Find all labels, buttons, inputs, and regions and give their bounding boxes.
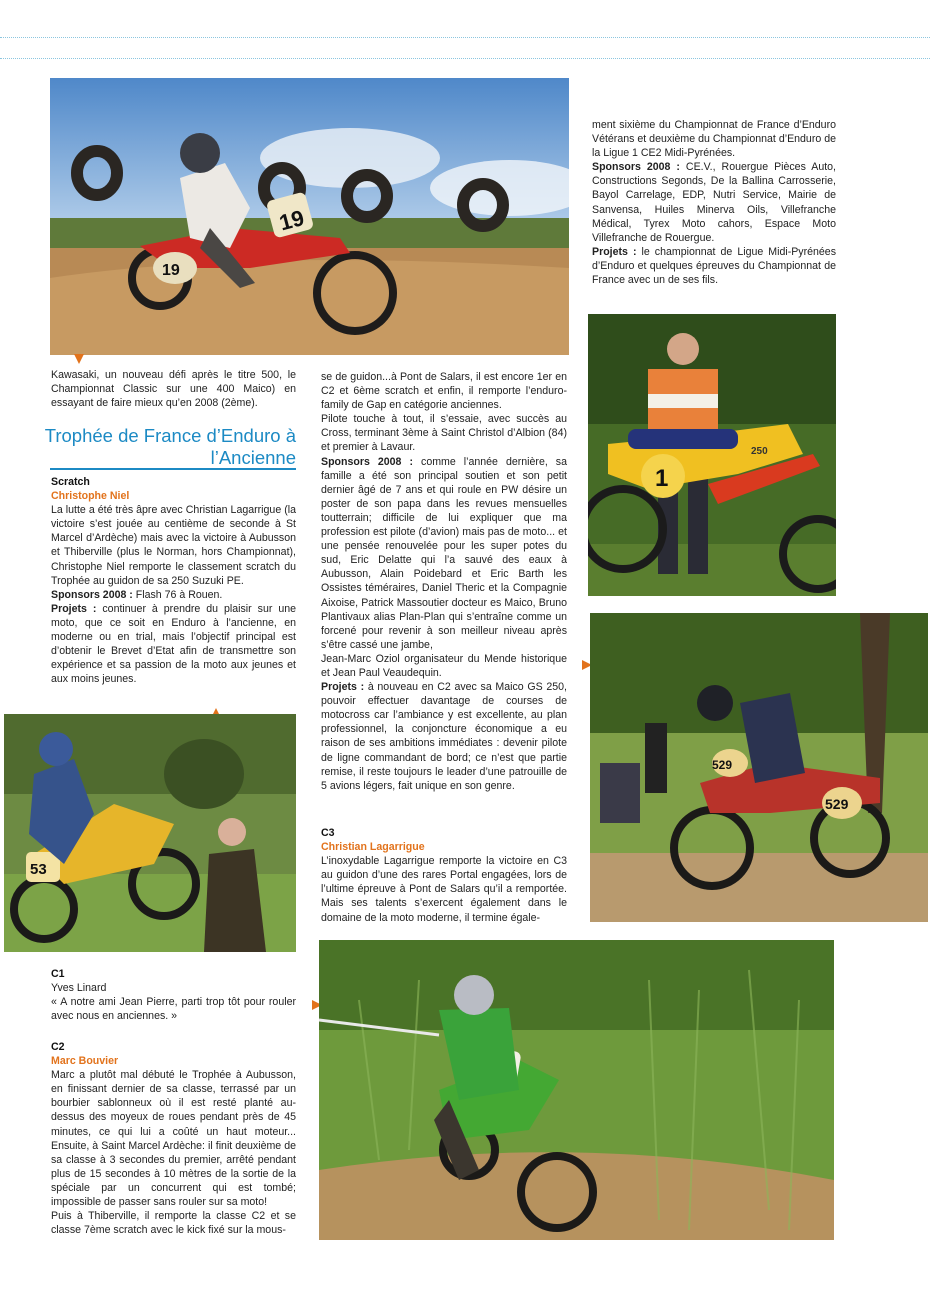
dotted-rule-top	[0, 37, 930, 38]
photo-rider-19-tyres	[50, 78, 569, 355]
c1-rider: Yves Linard	[51, 982, 107, 995]
svg-text:529: 529	[712, 758, 733, 772]
c3-body: L’inoxydable Lagarrigue remporte la victoire en C3 au guidon d’une des rares Portal engagées, lors de l’ultime épreuve à Pont de Salars qu’il a remportée. Mais ses talents s’exercent également dans le domaine de la moto moderne, il termine égale-	[321, 855, 567, 924]
svg-text:53: 53	[30, 861, 47, 878]
c1-quote: « A notre ami Jean Pierre, parti trop tôt pour rouler avec nous en anciennes. »	[51, 996, 296, 1023]
svg-text:19: 19	[162, 262, 180, 279]
c3-rider: Christian Lagarrigue	[321, 841, 425, 854]
dotted-rule-second	[0, 58, 930, 59]
col1-intro: Kawasaki, un nouveau défi après le titre 500, le Championnat Classic sur une 400 Maico) en essayant de faire mieux qu’en 2008 (2ème).	[51, 369, 296, 410]
photo-rider-53-jump	[4, 714, 296, 952]
scratch-rider: Christophe Niel	[51, 490, 130, 503]
c1-block	[51, 967, 296, 1023]
photo-rider-portrait-bike-1	[588, 314, 836, 596]
col3-block: ment sixième du Championnat de France d’Enduro Vétérans et deuxième du Championnat d’Enduro de la Ligue 1 CE2 Midi-Pyrénées. Sponsors 2008 : CE.V., Rouergue Pièces Auto, Constructions Segonds, De la Ballina Carrosserie, Bayol Carrelage, EDP, Nutri Service, Mairie de Sanvensa, Huiles Minerva Oils, Villefranche Médical, Tyrex Moto cahors, Espace Moto Villefranche de Rouergue. Projets : le championnat de Ligue Midi-Pyrénées d’Enduro et quelques épreuves du Championnat de France avec un de ses fils.	[592, 119, 837, 287]
col2-block: se de guidon...à Pont de Salars, il est encore 1er en C2 et 6ème scratch et enfin, il remporte l’enduro-family de Gap en catégorie anciennes. Pilote touche à tout, il s’essaie, avec succès au Cross, terminant 3ème à Saint Christol d’Albion (84) et premier à Lavaur. Sponsors 2008 : comme l’année dernière, sa famille a été son principal soutien et son petit dernier âgé de 7 ans et qui roule en PW désire un poster de son papa dans les revues mensuelles toutterrain; difficile de lui expliquer que ma profession est pilote (d’avion) mais pas de moto... et une pensée renouvelée pour les super potes du sud, Eric Delatte qui l’a sauvé des eaux à Aubusson, Alain Poidebard et Eric Barth les Ossistes téméraires, Daniel Theric et la Compagnie Aixoise, Patrick Massoutier docteur es Maico, Bruno Plantivaux alias Plan-Plan qui s’entraîne comme un forcené pour revenir à son meilleur niveau après s’être cassé une jambe, Jean-Marc Oziol organisateur du Mende historique et Jean Paul Veaudequin. Projets : à nouveau en C2 avec sa Maico GS 250, pouvoir effectuer davantage de courses de motocross car l’ambiance y est excellente, au plan professionnel, la conjoncture économique a eu raison de ses ambitions immédiates : devenir pilote de ligne commandant de bord; ce n’est que partie remise, il reste toujours le leader d’une patrouille de 5 avions légers, fait unique en son genre.	[321, 371, 567, 792]
c2-block	[51, 1040, 296, 1237]
svg-text:19: 19	[276, 205, 307, 236]
orange-marker-top-photo	[74, 354, 84, 364]
svg-text:529: 529	[825, 796, 849, 812]
scratch-heading: Scratch	[51, 476, 90, 488]
section-title: Trophée de France d’Enduro à l’Ancienne	[44, 425, 296, 468]
c2-body: Marc a plutôt mal débuté le Trophée à Aubusson, en finissant dernier de sa classe, terrassé par un bourbier sablonneux où il est resté planté au-dessus des moyeux de roues pendant près de 45 minutes, ce qui lui a coûté un haut moteur... Ensuite, à Saint Marcel Ardèche: il finit deuxième de sa classe à 3 secondes du premier, arrêté pendant plus de 15 secondes à 10 mètres de la sortie de la spéciale par un concurrent qui est tombé; impossible de passer sans rouler sur sa moto!	[51, 1069, 296, 1209]
scratch-block: Scratch Christophe Niel La lutte a été très âpre avec Christian Lagarrigue (la victoire s’est jouée au centième de seconde à St Marcel d’Ardèche) mais avec la victoire à Aubusson et Thiberville (plus le Norman, hors Championnat), Christophe Niel remporte le classement scratch du Trophée au guidon de sa 250 Suzuki PE. Sponsors 2008 : Flash 76 à Rouen. Projets : continuer à prendre du plaisir sur une moto, que ce soit en Enduro à l’ancienne, en moderne ou en trial, mais l’objectif principal est d’obtenir le Brevet d’Etat afin de transmettre son expérience et sa passion de la moto aux jeunes et aux moins jeunes.	[51, 476, 297, 686]
photo-rider-529-portal	[590, 613, 928, 922]
scratch-body: La lutte a été très âpre avec Christian Lagarrigue (la victoire s’est jouée au centième de seconde à St Marcel d’Ardèche) mais avec la victoire à Aubusson et Thiberville (plus le Norman, hors Championnat), Christophe Niel remporte le classement scratch du Trophée au guidon de sa 250 Suzuki PE.	[51, 504, 296, 587]
c2-body-continued: Puis à Thiberville, il remporte la classe C2 et se classe 7ème scratch avec le kick fixé sur la mous-	[51, 1210, 296, 1237]
c2-rider: Marc Bouvier	[51, 1055, 119, 1068]
c3-heading: C3	[321, 827, 335, 839]
title-underline	[50, 468, 296, 470]
svg-text:250: 250	[751, 446, 768, 457]
photo-rider-62-grass	[319, 940, 834, 1240]
c2-heading: C2	[51, 1041, 65, 1053]
svg-text:1: 1	[655, 465, 669, 492]
c1-heading: C1	[51, 968, 65, 980]
c3-block	[321, 826, 567, 925]
